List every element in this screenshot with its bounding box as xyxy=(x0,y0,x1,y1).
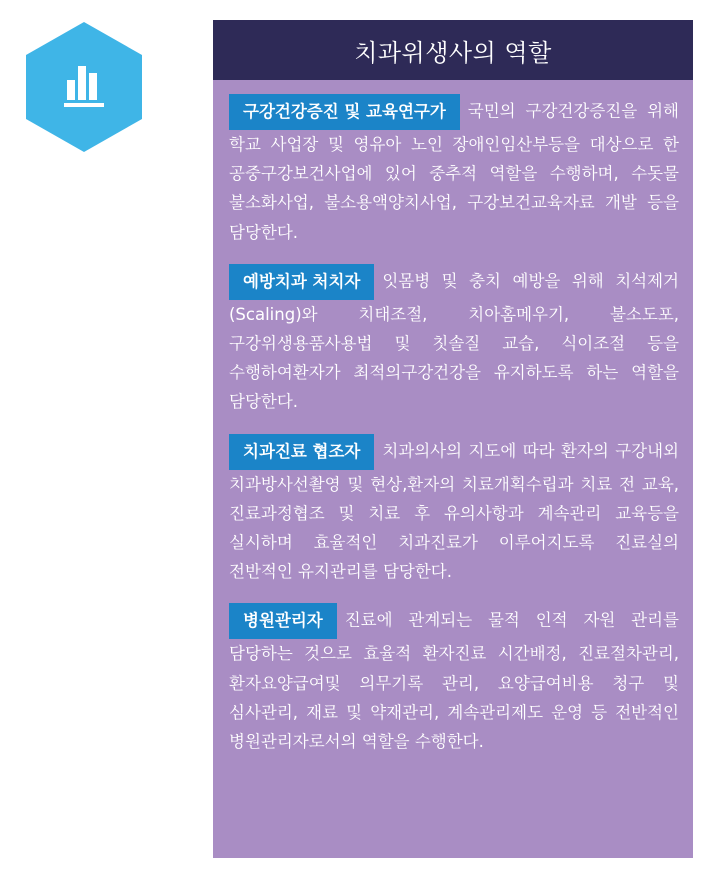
role-tag: 치과진료 협조자 xyxy=(229,434,374,470)
role-description: 진료에 관계되는 물적 인적 자원 관리를 담당하는 것으로 효율적 환자진료 시간배정, 진료절차관리, 환자요양급여및 의무기록 관리, 요양급여비용 청구 및 심사관리, 재료 및 약재관리, 계속관리제도 운영 등 전반적인 병원관리자로서의 역할을 수행한다. xyxy=(229,610,679,752)
panel-title: 치과위생사의 역할 xyxy=(213,20,693,80)
bar-chart-hexagon-badge xyxy=(22,20,146,154)
dental-hygienist-roles-panel xyxy=(213,20,693,858)
role-tag: 병원관리자 xyxy=(229,603,337,639)
role-description: 국민의 구강건강증진을 위해 학교 사업장 및 영유아 노인 장애인임산부등을 대상으로 한 공중구강보건사업에 있어 중추적 역할을 수행하며, 수돗물 불소화사업, 불소용액양치사업, 구강보건교육자료 개발 등을 담당한다. xyxy=(229,101,679,242)
roles-list xyxy=(213,80,693,756)
role-description: 잇몸병 및 충치 예방을 위해 치석제거(Scaling)와 치태조절, 치아홈메우기, 불소도포, 구강위생용품사용법 및 칫솔질 교습, 식이조절 등을 수행하여환자가 최적의구강건강을 유지하도록 하는 역할을 담당한다. xyxy=(229,271,679,412)
role-tag: 예방치과 처치자 xyxy=(229,264,374,300)
role-hospital-manager xyxy=(229,603,679,756)
bar-chart-icon xyxy=(22,20,146,154)
role-preventive-care xyxy=(229,264,679,417)
role-clinical-assistant xyxy=(229,434,679,587)
role-tag: 구강건강증진 및 교육연구가 xyxy=(229,94,460,130)
role-health-educator xyxy=(229,94,679,247)
role-description: 치과의사의 지도에 따라 환자의 구강내외 치과방사선촬영 및 현상,환자의 치료개획수립과 치료 전 교육, 진료과정협조 및 치료 후 유의사항과 계속관리 교육등을 실시하며 효율적인 치과진료가 이루어지도록 진료실의 전반적인 유지관리를 담당한다. xyxy=(229,441,679,582)
